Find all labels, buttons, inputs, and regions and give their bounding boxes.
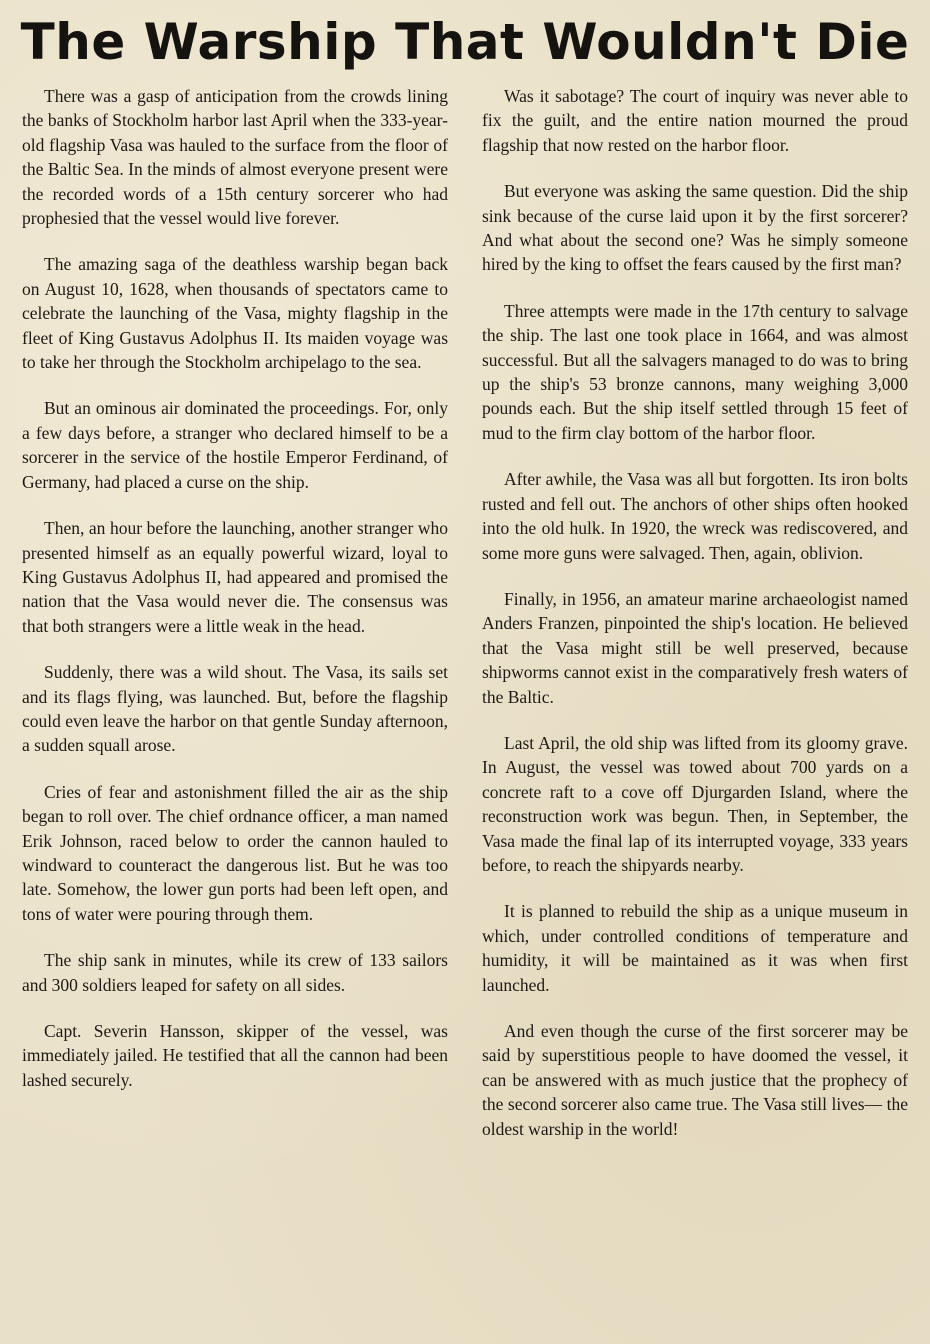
paragraph: There was a gasp of anticipation from the crowds lining the banks of Stockholm harbor last April when the 333-year-old flagship Vasa was hauled to the surface from the floor of the Baltic Sea. In the minds of almost everyone present were the recorded words of a 15th century sorcerer who had prophesied that the vessel would live forever. [22, 86, 448, 229]
paragraph: Last April, the old ship was lifted from its gloomy grave. In August, the vessel was towed about 700 yards on a concrete raft to a cove off Djurgarden Island, where the reconstruction work was begun. Then, in September, the Vasa made the final lap of its interrupted voyage, 333 years before, to reach the shipyards nearby. [482, 732, 908, 875]
paragraph: The ship sank in minutes, while its crew of 133 sailors and 300 soldiers leaped for safety on all sides. [22, 950, 448, 995]
paragraph: But everyone was asking the same question. Did the ship sink because of the curse laid upon it by the first sorcerer? And what about the second one? Was he simply someone hired by the king to offset the fears caused by the first man? [482, 181, 908, 275]
paragraph: Finally, in 1956, an amateur marine archaeologist named Anders Franzen, pinpointed the ship's location. He believed that the Vasa might still be well preserved, because shipworms cannot exist in the comparatively fresh waters of the Baltic. [482, 588, 908, 707]
left-column [22, 84, 448, 1092]
paragraph: But an ominous air dominated the proceedings. For, only a few days before, a stranger who declared himself to be a sorcerer in the service of the hostile Emperor Ferdinand, of Germany, had placed a curse on the ship. [22, 398, 448, 492]
paragraph: Capt. Severin Hansson, skipper of the vessel, was immediately jailed. He testified that all the cannon had been lashed securely. [22, 1021, 448, 1090]
paragraph: Was it sabotage? The court of inquiry was never able to fix the guilt, and the entire nation mourned the proud flagship that now rested on the harbor floor. [482, 86, 908, 155]
paragraph: It is planned to rebuild the ship as a unique museum in which, under controlled conditions of temperature and humidity, it will be maintained as it was when first launched. [482, 901, 908, 995]
paragraph: And even though the curse of the first sorcerer may be said by superstitious people to have doomed the vessel, it can be answered with as much justice that the prophecy of the second sorcerer also came true. The Vasa still lives— the oldest warship in the world! [482, 1021, 908, 1139]
paragraph: The amazing saga of the deathless warship began back on August 10, 1628, when thousands of spectators came to celebrate the launching of the Vasa, mighty flagship in the fleet of King Gustavus Adolphus II. Its maiden voyage was to take her through the Stockholm archipelago to the sea. [22, 254, 448, 373]
paragraph: Cries of fear and astonishment filled the air as the ship began to roll over. The chief ordnance officer, a man named Erik Johnson, raced below to order the cannon hauled to windward to counteract the dangerous list. But he was too late. Somehow, the lower gun ports had been left open, and tons of water were pouring through them. [22, 781, 448, 924]
paragraph: Three attempts were made in the 17th century to salvage the ship. The last one took place in 1664, and was almost successful. But all the salvagers managed to do was to bring up the ship's 53 bronze cannons, many weighing 3,000 pounds each. But the ship itself settled through 15 feet of mud to the firm clay bottom of the harbor floor. [482, 300, 908, 443]
right-column [482, 84, 908, 1141]
paragraph: Then, an hour before the launching, another stranger who presented himself as an equally powerful wizard, loyal to King Gustavus Adolphus II, had appeared and promised the nation that the Vasa would never die. The consensus was that both strangers were a little weak in the head. [22, 518, 448, 636]
paragraph: After awhile, the Vasa was all but forgotten. Its iron bolts rusted and fell out. The anchors of other ships often hooked into the old hulk. In 1920, the wreck was rediscovered, and some more guns were salvaged. Then, again, oblivion. [482, 469, 908, 563]
article-title: The Warship That Wouldn't Die [20, 13, 910, 71]
paragraph: Suddenly, there was a wild shout. The Vasa, its sails set and its flags flying, was launched. But, before the flagship could even leave the harbor on that gentle Sunday afternoon, a sudden squall arose. [22, 662, 448, 756]
